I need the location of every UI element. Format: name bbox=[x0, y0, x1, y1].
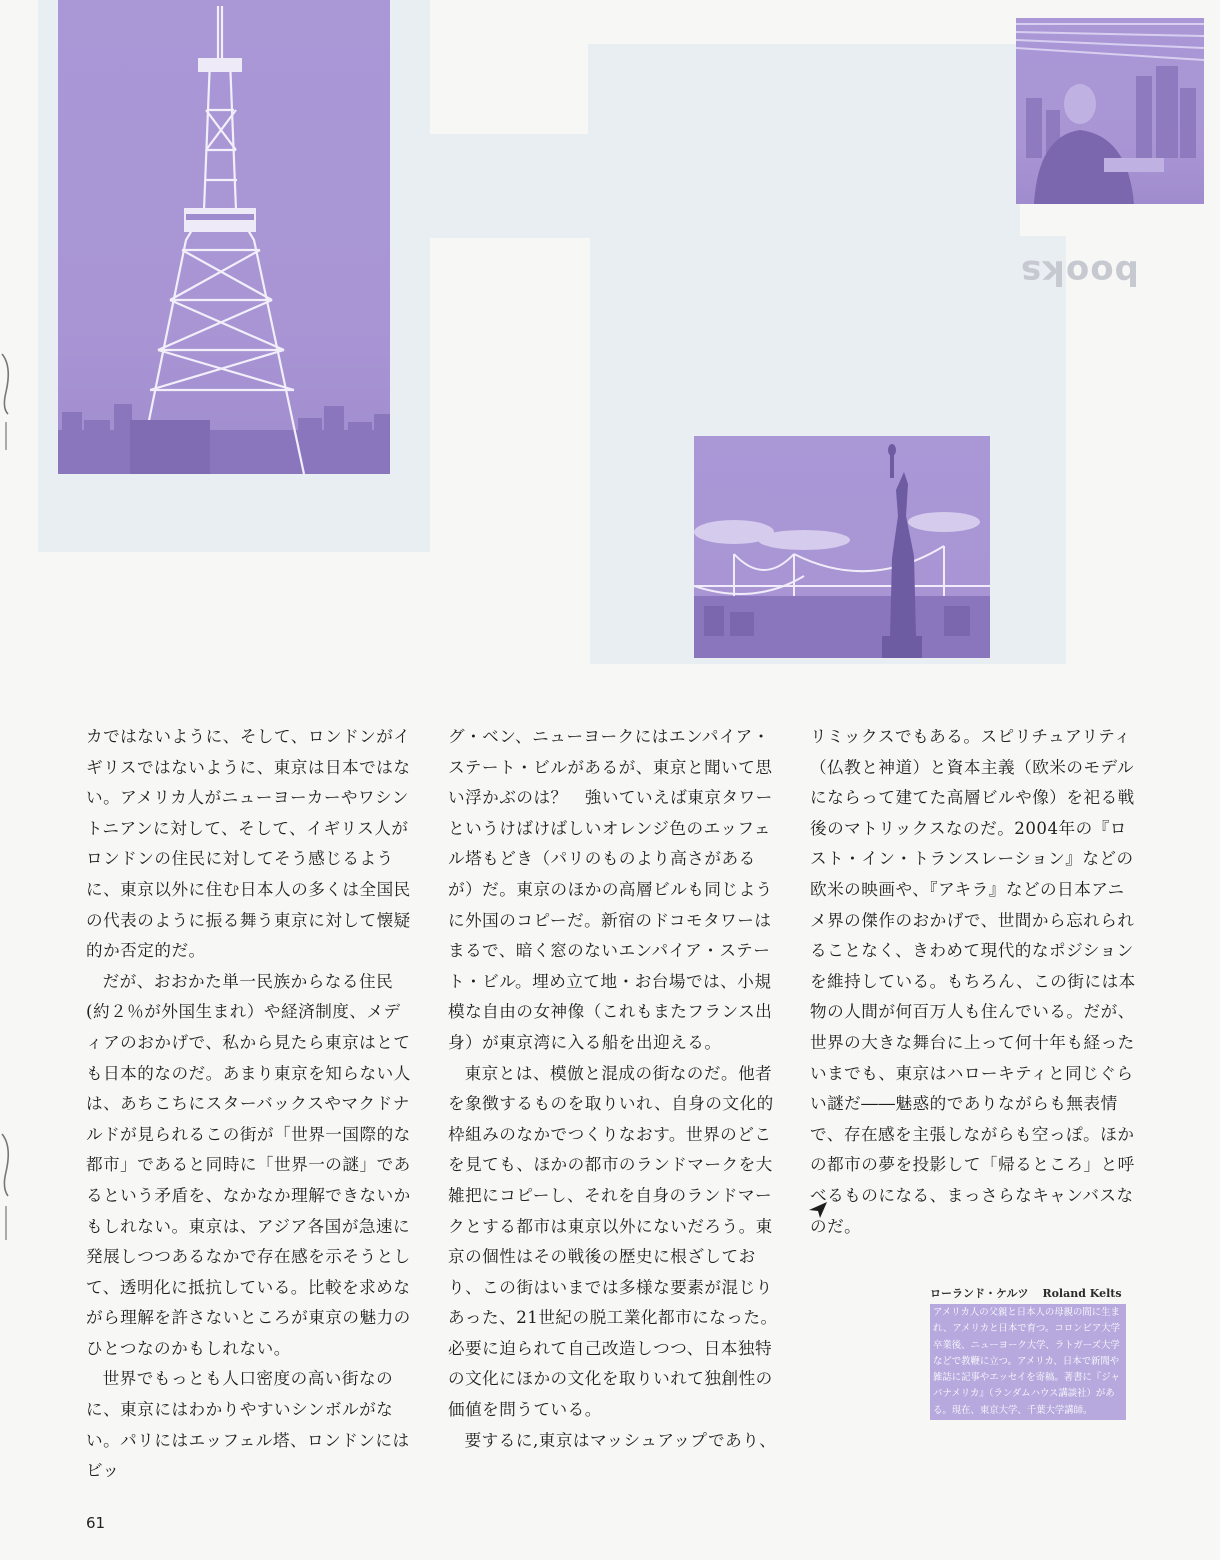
background-panel-upper-right bbox=[588, 44, 1016, 138]
section-label: books bbox=[1020, 252, 1139, 292]
tokyo-tower-photo bbox=[58, 0, 390, 474]
paragraph: リミックスでもある。スピリチュアリティ（仏教と神道）と資本主義（欧米のモデルにならって建てた高層ビルや像）を祀る戦後のマトリックスなのだ。2004年の『ロスト・イン・トランスレーション』などの欧米の映画や、『アキラ』などの日本アニメ界の傑作のおかげで、世間から忘れられることなく、きわめて現代的なポジションを維持している。もちろん、この街には本物の人間が何百万人も住んでいる。だが、世界の大きな舞台に上って何十年も経ったいまでも、東京はハローキティと同じぐらい謎だ――魅惑的でありながらも無表情で、存在感を主張しながらも空っぽ。ほかの都市の夢を投影して「帰るところ」と呼べるものになる、まっさらなキャンバスなのだ。 bbox=[810, 727, 1136, 1236]
author-name-jp: ローランド・ケルツ bbox=[930, 1287, 1029, 1300]
author-name-en: Roland Kelts bbox=[1042, 1287, 1122, 1300]
paragraph: 東京とは、模倣と混成の街なのだ。他者を象徴するものを取りいれ、自身の文化的枠組みのなかでつくりなおす。世界のどこを見ても、ほかの都市のランドマークを大雑把にコピーし、それを自身のランドマークとする都市は東京以外にないだろう。東京の個性はその戦後の歴史に根ざしており、この街はいまでは多様な要素が混じりあった、21世紀の脱工業化都市になった。必要に迫られて自己改造しつつ、日本独特の文化にほかの文化を取りいれて独創性の価値を問うている。 bbox=[448, 1063, 778, 1420]
author-bio-text: アメリカ人の父親と日本人の母親の間に生まれ、アメリカと日本で育つ。コロンビア大学卒業後、ニューヨーク大学、ラトガーズ大学などで教鞭に立つ。アメリカ、日本で新聞や雑誌に記事やエッセイを寄稿。著書に『ジャパナメリカ』（ランダムハウス講談社）がある。現在、東京大学、千葉大学講師。 bbox=[930, 1304, 1126, 1420]
article-column-3 bbox=[810, 722, 1140, 1242]
statue-of-liberty-photo bbox=[694, 436, 990, 658]
paragraph: 要するに,東京はマッシュアップであり、 bbox=[464, 1430, 777, 1450]
portrait-photo bbox=[1016, 18, 1204, 204]
staple-bottom-icon bbox=[0, 1132, 14, 1242]
end-mark-icon bbox=[808, 1200, 828, 1220]
paragraph: カではないように、そして、ロンドンがイギリスではないように、東京は日本ではない。アメリカ人がニューヨーカーやワシントニアンに対して、そして、イギリス人がロンドンの住民に対してそう感じるように、東京以外に住む日本人の多くは全国民の代表のように振る舞う東京に対して懐疑的か否定的だ。 bbox=[86, 727, 411, 961]
background-panel-center bbox=[428, 134, 1020, 238]
section-sub-label bbox=[870, 268, 1010, 284]
article-column-2 bbox=[448, 722, 778, 1456]
article-column-1 bbox=[86, 722, 416, 1487]
paragraph: グ・ベン、ニューヨークにはエンパイア・ステート・ビルがあるが、東京と聞いて思い浮かぶのは？ 強いていえば東京タワーというけばけばしいオレンジ色のエッフェル塔もどき（パリのものより高さがあるが）だ。東京のほかの高層ビルも同じように外国のコピーだ。新宿のドコモタワーはまるで、暗く窓のないエンパイア・ステート・ビル。埋め立て地・お台場では、小規模な自由の女神像（これもまたフランス出身）が東京湾に入る船を出迎える。 bbox=[448, 727, 773, 1052]
page-number: 61 bbox=[86, 1514, 106, 1532]
author-name bbox=[930, 1286, 1126, 1302]
author-bio bbox=[930, 1286, 1126, 1420]
paragraph: 世界でもっとも人口密度の高い街なのに、東京にはわかりやすいシンボルがない。パリにはエッフェル塔、ロンドンにはビッ bbox=[86, 1369, 410, 1481]
paragraph: だが、おおかた単一民族からなる住民(約２％が外国生まれ）や経済制度、メディアのおかげで、私から見たら東京はとても日本的なのだ。あまり東京を知らない人は、あちこちにスターバックスやマクドナルドが見られるこの街が「世界一国際的な都市」であると同時に「世界一の謎」であるという矛盾を、なかなか理解できないかもしれない。東京は、アジア各国が急速に発展しつつあるなかで存在感を示そうとして、透明化に抵抗している。比較を求めながら理解を許さないところが東京の魅力のひとつなのかもしれない。 bbox=[86, 971, 411, 1358]
staple-top-icon bbox=[0, 352, 14, 452]
